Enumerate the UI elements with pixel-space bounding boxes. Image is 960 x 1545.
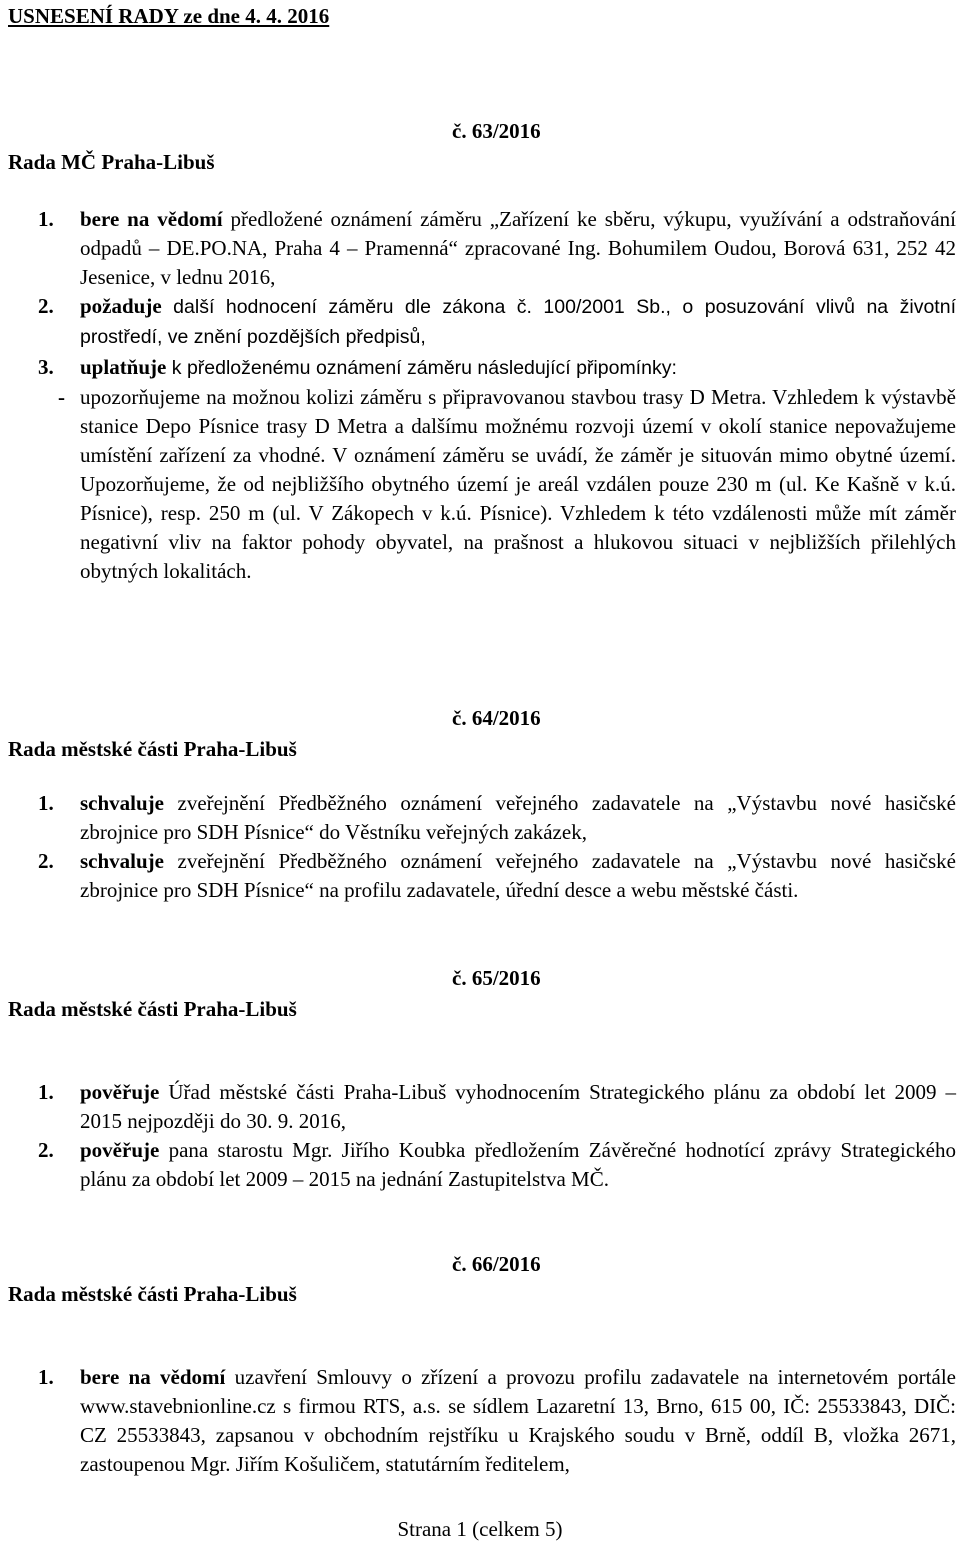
item-text [80, 1363, 956, 1479]
item-body: zveřejnění Předběžného oznámení veřejného zadavatele na „Výstavbu nové hasičské zbrojnice pro SDH Písnice“ na profilu zadavatele, úřední desce a webu městské části. [80, 849, 956, 902]
dash-marker: - [58, 385, 65, 409]
item-verb: požaduje [80, 294, 162, 318]
item-number: 2. [38, 294, 54, 318]
item-number: 1. [38, 207, 54, 231]
resolution-item [38, 789, 956, 847]
item-verb: schvaluje [80, 849, 164, 873]
item-body: další hodnocení záměru dle zákona č. 100/2001 Sb., o posuzování vlivů na životní prostředí, ve znění pozdějších předpisů, [80, 296, 956, 348]
item-number: 3. [38, 355, 54, 379]
document-title: USNESENÍ RADY ze dne 4. 4. 2016 [8, 4, 330, 28]
council-name: Rada MČ Praha-Libuš [8, 150, 215, 174]
item-body: Úřad městské části Praha-Libuš vyhodnocením Strategického plánu za období let 2009 – 2015 nejpozději do 30. 9. 2016, [80, 1080, 956, 1133]
item-verb: pověřuje [80, 1080, 160, 1104]
item-body: pana starostu Mgr. Jiřího Koubka předložením Závěrečné hodnotící zprávy Strategického plánu za období let 2009 – 2015 na jednání Zastupitelstva MČ. [80, 1138, 956, 1191]
council-name: Rada městské části Praha-Libuš [8, 997, 297, 1021]
page-footer: Strana 1 (celkem 5) [397, 1517, 563, 1541]
item-text [80, 353, 956, 383]
item-number: 2. [38, 1138, 54, 1162]
item-body: předložené oznámení záměru „Zařízení ke sběru, výkupu, využívání a odstraňování odpadů – DE.PO.NA, Praha 4 – Pramenná“ zpracované Ing. Bohumilem Oudou, Borová 631, 252 42 Jesenice, v lednu 2016, [80, 207, 956, 289]
item-body: zveřejnění Předběžného oznámení veřejného zadavatele na „Výstavbu nové hasičské zbrojnice pro SDH Písnice“ do Věstníku veřejných zakázek, [80, 791, 956, 844]
resolution-number: č. 63/2016 [452, 119, 541, 143]
item-number: 1. [38, 791, 54, 815]
resolution-item [38, 847, 956, 905]
resolution-number: č. 64/2016 [452, 706, 541, 730]
resolution-item [38, 353, 956, 383]
council-name: Rada městské části Praha-Libuš [8, 1282, 297, 1306]
resolution-item [38, 292, 956, 352]
resolution-item [38, 1078, 956, 1136]
item-text [80, 205, 956, 292]
item-text [80, 789, 956, 847]
item-number: 1. [38, 1365, 54, 1389]
item-verb: bere na vědomí [80, 1365, 226, 1389]
council-name: Rada městské části Praha-Libuš [8, 737, 297, 761]
item-verb: schvaluje [80, 791, 164, 815]
item-verb: pověřuje [80, 1138, 160, 1162]
item-text [80, 1078, 956, 1136]
resolution-item [38, 1136, 956, 1194]
resolution-number: č. 66/2016 [452, 1252, 541, 1276]
item-verb: uplatňuje [80, 355, 167, 379]
item-verb: bere na vědomí [80, 207, 223, 231]
subitem-text: upozorňujeme na možnou kolizi záměru s připravovanou stavbou trasy D Metra. Vzhledem k výstavbě stanice Depo Písnice trasy D Metra a dalšímu možnému rozvoji území v okolí stanice nepovažujeme umístění zařízení za vhodné. V oznámení záměru se uvádí, že záměr je situován mimo obytné území. Upozorňujeme, že od nejbližšího obytného území je areál vzdálen pouze 230 m (ul. Ke Kašně v k.ú. Písnice), resp. 250 m (ul. V Zákopech v k.ú. Písnice). Vzhledem k této vzdálenosti může mít záměr negativní vliv na faktor pohody obyvatel, na prašnost a hlukovou situaci v nejbližších přilehlých obytných lokalitách. [80, 385, 956, 583]
item-body: k předloženému oznámení záměru následující připomínky: [166, 357, 677, 379]
item-number: 2. [38, 849, 54, 873]
subitem [38, 383, 956, 586]
item-body: uzavření Smlouvy o zřízení a provozu profilu zadavatele na internetovém portále www.stavebnionline.cz s firmou RTS, a.s. se sídlem Lazaretní 13, Brno, 615 00, IČ: 25533843, DIČ: CZ 25533843, zapsanou v obchodním rejstříku u Krajského soudu v Brně, oddíl B, vložka 2671, zastoupenou Mgr. Jiřím Košuličem, statutárním ředitelem, [80, 1365, 956, 1476]
resolution-item [38, 205, 956, 292]
item-text [80, 1136, 956, 1194]
resolution-number: č. 65/2016 [452, 966, 541, 990]
item-text [80, 292, 956, 352]
item-text [80, 847, 956, 905]
resolution-item [38, 1363, 956, 1479]
item-number: 1. [38, 1080, 54, 1104]
